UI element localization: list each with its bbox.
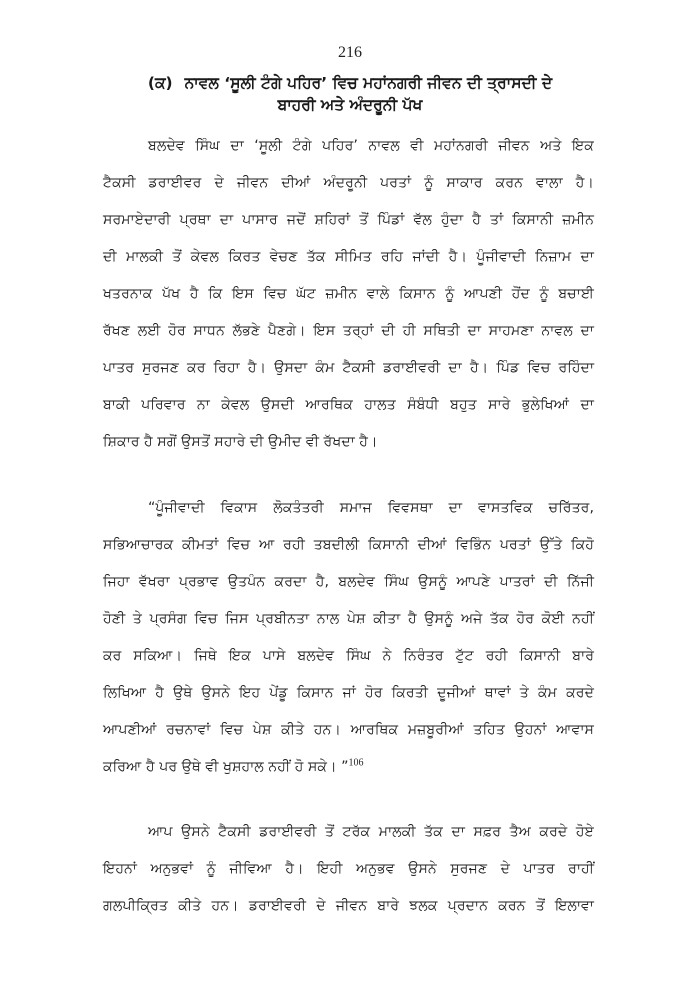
text-line: ਦੀ ਮਾਲਕੀ ਤੋਂ ਕੇਵਲ ਕਿਰਤ ਵੇਚਣ ਤੱਕ ਸੀਮਿਤ ਰਹਿ ਜਾਂਦੀ ਹੈ। ਪੂੰਜੀਵਾਦੀ ਨਿਜ਼ਾਮ ਦਾ (103, 249, 594, 265)
section-heading-text-1: ਨਾਵਲ ‘ਸੂਲੀ ਟੰਗੇ ਪਹਿਰ’ ਵਿਚ ਮਹਾਂਨਗਰੀ ਜੀਵਨ ਦੀ ਤ੍ਰਾਸਦੀ ਦੇ (184, 74, 553, 92)
section-marker: (ਕ) (147, 74, 173, 92)
text-line: ਸਭਿਆਚਾਰਕ ਕੀਮਤਾਂ ਵਿਚ ਆ ਰਹੀ ਤਬਦੀਲੀ ਕਿਸਾਨੀ ਦੀਆਂ ਵਿਭਿੰਨ ਪਰਤਾਂ ਉੱਤੇ ਕਿਹੋ (103, 537, 594, 553)
text-line: ਖਤਰਨਾਕ ਪੱਖ ਹੈ ਕਿ ਇਸ ਵਿਚ ਘੱਟ ਜ਼ਮੀਨ ਵਾਲੇ ਕਿਸਾਨ ਨੂੰ ਆਪਣੀ ਹੋਂਦ ਨੂੰ ਬਚਾਈ (103, 286, 594, 302)
text-line (103, 757, 594, 777)
footnote-reference[interactable]: 106 (348, 757, 364, 769)
quotation-end-text: ਕਰਿਆ ਹੈ ਪਰ ਉਥੇ ਵੀ ਖੁਸ਼ਹਾਲ ਨਹੀਂ ਹੋ ਸਕੇ। ” (103, 759, 349, 775)
text-line: ਹੋਣੀ ਤੇ ਪ੍ਰਸੰਗ ਵਿਚ ਜਿਸ ਪ੍ਰਬੀਨਤਾ ਨਾਲ ਪੇਸ਼ ਕੀਤਾ ਹੈ ਉਸਨੂੰ ਅਜੇ ਤੱਕ ਹੋਰ ਕੋਈ ਨਹੀਂ (103, 611, 594, 627)
text-line: ਜਿਹਾ ਵੱਖਰਾ ਪ੍ਰਭਾਵ ਉਤਪੰਨ ਕਰਦਾ ਹੈ, ਬਲਦੇਵ ਸਿੰਘ ਉਸਨੂੰ ਆਪਣੇ ਪਾਤਰਾਂ ਦੀ ਨਿੱਜੀ (103, 574, 594, 590)
text-line: ਬਲਦੇਵ ਸਿੰਘ ਦਾ ‘ਸੂਲੀ ਟੰਗੇ ਪਹਿਰ’ ਨਾਵਲ ਵੀ ਮਹਾਂਨਗਰੀ ਜੀਵਨ ਅਤੇ ਇਕ (148, 138, 594, 154)
text-line: ਲਿਖਿਆ ਹੈ ਉਥੇ ਉਸਨੇ ਇਹ ਪੇਂਡੂ ਕਿਸਾਨ ਜਾਂ ਹੋਰ ਕਿਰਤੀ ਦੂਜੀਆਂ ਥਾਵਾਂ ਤੇ ਕੰਮ ਕਰਦੇ (103, 685, 594, 701)
text-line: ਰੱਖਣ ਲਈ ਹੋਰ ਸਾਧਨ ਲੱਭਣੇ ਪੈਣਗੇ। ਇਸ ਤਰ੍ਹਾਂ ਦੀ ਹੀ ਸਥਿਤੀ ਦਾ ਸਾਹਮਣਾ ਨਾਵਲ ਦਾ (103, 323, 594, 339)
text-line: ਬਾਕੀ ਪਰਿਵਾਰ ਨਾ ਕੇਵਲ ਉਸਦੀ ਆਰਥਿਕ ਹਾਲਤ ਸੰਬੰਧੀ ਬਹੁਤ ਸਾਰੇ ਭੁਲੇਖਿਆਂ ਦਾ (103, 397, 594, 413)
text-line: ਸਰਮਾਏਦਾਰੀ ਪ੍ਰਥਾ ਦਾ ਪਾਸਾਰ ਜਦੋਂ ਸ਼ਹਿਰਾਂ ਤੋਂ ਪਿੰਡਾਂ ਵੱਲ ਹੁੰਦਾ ਹੈ ਤਾਂ ਕਿਸਾਨੀ ਜ਼ਮੀਨ (103, 212, 594, 228)
section-heading-line-2: ਬਾਹਰੀ ਅਤੇ ਅੰਦਰੂਨੀ ਪੱਖ (277, 96, 423, 114)
text-line: ਇਹਨਾਂ ਅਨੁਭਵਾਂ ਨੂੰ ਜੀਵਿਆ ਹੈ। ਇਹੀ ਅਨੁਭਵ ਉਸਨੇ ਸੁਰਜਣ ਦੇ ਪਾਤਰ ਰਾਹੀਂ (103, 861, 594, 877)
page-number: 216 (338, 44, 362, 61)
text-line: ਪਾਤਰ ਸੁਰਜਣ ਕਰ ਰਿਹਾ ਹੈ। ਉਸਦਾ ਕੰਮ ਟੈਕਸੀ ਡਰਾਈਵਰੀ ਦਾ ਹੈ। ਪਿੰਡ ਵਿਚ ਰਹਿੰਦਾ (103, 360, 594, 376)
text-line: ਗਲਪੀਕ੍ਰਿਤ ਕੀਤੇ ਹਨ। ਡਰਾਈਵਰੀ ਦੇ ਜੀਵਨ ਬਾਰੇ ਝਲਕ ਪ੍ਰਦਾਨ ਕਰਨ ਤੋਂ ਇਲਾਵਾ (103, 898, 594, 914)
text-line: “ਪੂੰਜੀਵਾਦੀ ਵਿਕਾਸ ਲੋਕਤੰਤਰੀ ਸਮਾਜ ਵਿਵਸਥਾ ਦਾ ਵਾਸਤਵਿਕ ਚਰਿੱਤਰ, (148, 500, 594, 516)
section-heading (100, 72, 600, 116)
section-heading-line-1 (100, 72, 600, 94)
text-line: ਆਪ ਉਸਨੇ ਟੈਕਸੀ ਡਰਾਈਵਰੀ ਤੋਂ ਟਰੱਕ ਮਾਲਕੀ ਤੱਕ ਦਾ ਸਫ਼ਰ ਤੈਅ ਕਰਦੇ ਹੋਏ (148, 824, 594, 840)
text-line: ਸ਼ਿਕਾਰ ਹੈ ਸਗੋਂ ਉਸਤੋਂ ਸਹਾਰੇ ਦੀ ਉਮੀਦ ਵੀ ਰੱਖਦਾ ਹੈ। (103, 434, 378, 450)
text-line: ਕਰ ਸਕਿਆ। ਜਿਥੇ ਇਕ ਪਾਸੇ ਬਲਦੇਵ ਸਿੰਘ ਨੇ ਨਿਰੰਤਰ ਟੁੱਟ ਰਹੀ ਕਿਸਾਨੀ ਬਾਰੇ (103, 648, 594, 664)
text-line: ਆਪਣੀਆਂ ਰਚਨਾਵਾਂ ਵਿਚ ਪੇਸ਼ ਕੀਤੇ ਹਨ। ਆਰਥਿਕ ਮਜ਼ਬੂਰੀਆਂ ਤਹਿਤ ਉਹਨਾਂ ਆਵਾਸ (103, 722, 594, 738)
text-line: ਟੈਕਸੀ ਡਰਾਈਵਰ ਦੇ ਜੀਵਨ ਦੀਆਂ ਅੰਦਰੂਨੀ ਪਰਤਾਂ ਨੂੰ ਸਾਕਾਰ ਕਰਨ ਵਾਲਾ ਹੈ। (103, 175, 594, 191)
